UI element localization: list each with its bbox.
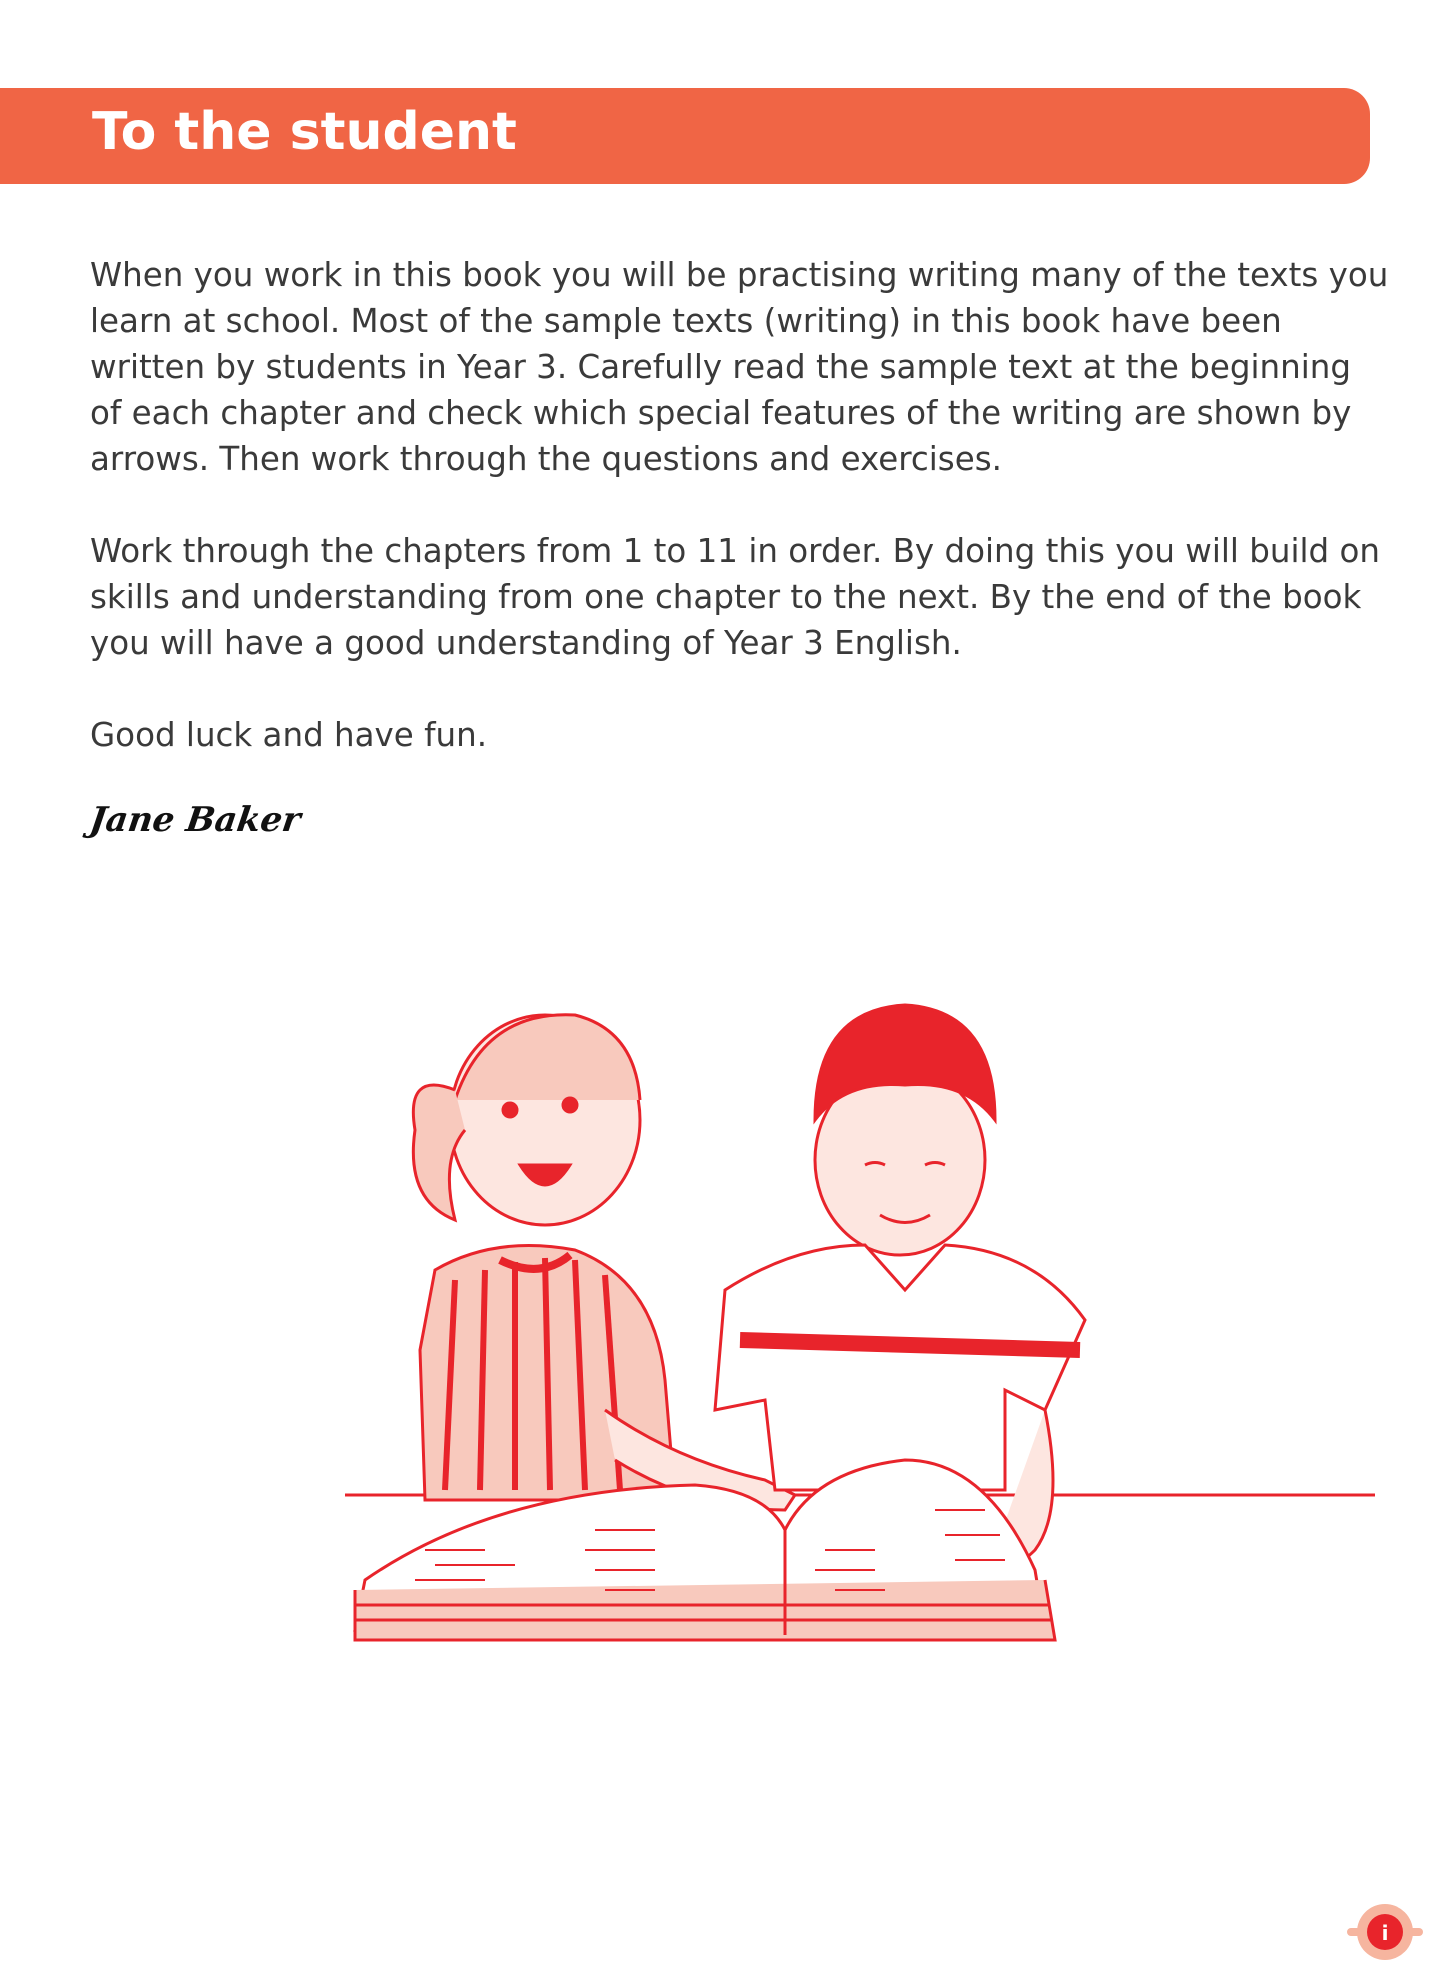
paragraph: Work through the chapters from 1 to 11 in order. By doing this you will build on skills and understanding from one chapter to the next. By the end of the book you will have a good understanding of Year 3 English.	[90, 532, 1380, 662]
page-number-badge	[1345, 1898, 1425, 1968]
page-number: i	[1381, 1921, 1389, 1945]
body-text	[90, 252, 1390, 804]
signature: Jane Baker	[87, 800, 303, 840]
children-reading-illustration	[345, 990, 1375, 1710]
paragraph: When you work in this book you will be practising writing many of the texts you learn at school. Most of the sample texts (writing) in this book have been written by students in Year 3. Carefully read the sample text at the beginning of each chapter and check which special features of the writing are shown by arrows. Then work through the questions and exercises.	[90, 256, 1389, 478]
page-title: To the student	[92, 102, 517, 162]
girl-figure	[413, 1015, 795, 1510]
paragraph: Good luck and have fun.	[90, 716, 488, 754]
title-banner	[0, 88, 1370, 184]
